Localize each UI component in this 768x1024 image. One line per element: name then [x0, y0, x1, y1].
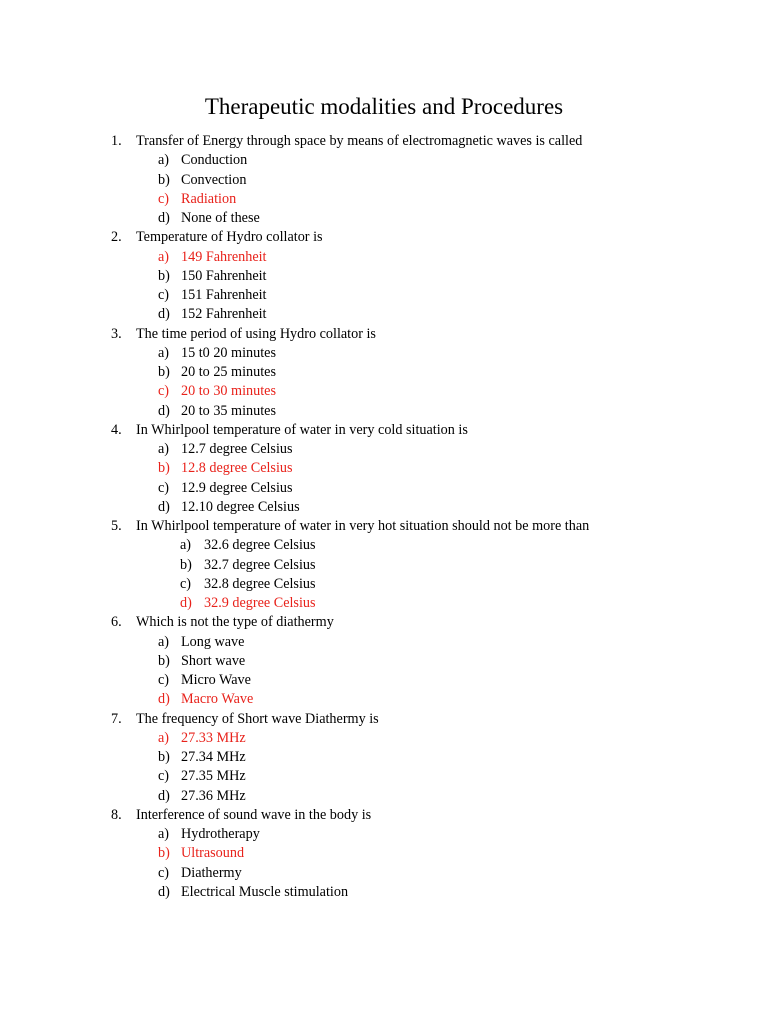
option-text: 149 Fahrenheit	[181, 248, 267, 265]
option-text: Ultrasound	[181, 845, 245, 862]
option-item	[0, 652, 768, 671]
option-text: Short wave	[181, 652, 246, 669]
option-text: 27.33 MHz	[181, 729, 246, 746]
option-text: 20 to 35 minutes	[181, 402, 276, 419]
option-marker: a)	[158, 248, 170, 265]
option-item	[0, 883, 768, 902]
option-item	[0, 363, 768, 382]
option-text: 151 Fahrenheit	[181, 287, 267, 303]
option-marker: d)	[158, 498, 170, 515]
option-text: 27.34 MHz	[181, 749, 246, 765]
option-marker: b)	[158, 652, 170, 669]
option-marker: a)	[158, 729, 170, 746]
option-marker: d)	[158, 306, 170, 323]
option-text: 32.9 degree Celsius	[204, 595, 316, 611]
question-number: 2.	[111, 229, 122, 246]
question-7	[0, 710, 768, 729]
option-marker: c)	[158, 672, 170, 688]
question-6	[0, 613, 768, 632]
question-number: 5.	[111, 518, 122, 534]
correct-option-item	[0, 459, 768, 478]
question-text: Interference of sound wave in the body is	[136, 806, 372, 823]
question-text: Temperature of Hydro collator is	[136, 229, 323, 246]
question-number: 7.	[111, 710, 122, 727]
page-title: Therapeutic modalities and Procedures	[204, 94, 564, 119]
option-marker: b)	[158, 460, 170, 477]
correct-option-item	[0, 690, 768, 709]
option-item	[0, 267, 768, 286]
option-text: Electrical Muscle stimulation	[181, 883, 349, 900]
option-text: Hydrotherapy	[181, 826, 260, 842]
question-text: The time period of using Hydro collator is	[136, 325, 376, 342]
option-item	[0, 748, 768, 767]
option-text: None of these	[181, 210, 260, 226]
option-item	[0, 633, 768, 652]
option-marker: c)	[158, 864, 170, 881]
option-item	[0, 344, 768, 363]
option-text: Conduction	[181, 152, 248, 169]
option-text: Radiation	[181, 190, 237, 207]
question-8	[0, 806, 768, 825]
option-marker: a)	[158, 152, 170, 169]
option-text: 32.6 degree Celsius	[204, 537, 316, 554]
option-item	[0, 575, 768, 594]
option-marker: a)	[158, 826, 170, 842]
option-item	[0, 402, 768, 421]
question-5	[0, 517, 768, 536]
question-text: Transfer of Energy through space by means of electromagnetic waves is called	[136, 133, 583, 149]
correct-option-item	[0, 594, 768, 613]
correct-option-item	[0, 844, 768, 863]
option-marker: b)	[158, 171, 170, 188]
option-marker: b)	[158, 845, 170, 862]
option-text: Macro Wave	[181, 691, 254, 708]
option-text: 32.8 degree Celsius	[204, 575, 316, 592]
option-marker: c)	[158, 287, 170, 303]
option-marker: b)	[180, 556, 192, 573]
option-item	[0, 479, 768, 498]
option-item	[0, 171, 768, 190]
option-marker: c)	[158, 479, 170, 496]
correct-option-item	[0, 248, 768, 267]
option-text: 150 Fahrenheit	[181, 267, 267, 284]
option-text: Micro Wave	[181, 672, 251, 688]
option-text: 32.7 degree Celsius	[204, 556, 316, 573]
correct-option-item	[0, 729, 768, 748]
question-text: The frequency of Short wave Diathermy is	[136, 710, 379, 727]
question-2	[0, 228, 768, 247]
option-item	[0, 671, 768, 690]
question-4	[0, 421, 768, 440]
option-text: 152 Fahrenheit	[181, 306, 267, 323]
option-marker: c)	[158, 768, 170, 785]
question-number: 4.	[111, 421, 122, 438]
option-text: Diathermy	[181, 864, 242, 881]
question-list	[0, 132, 768, 902]
option-marker: c)	[180, 575, 192, 592]
option-item	[0, 498, 768, 517]
option-text: 12.9 degree Celsius	[181, 479, 293, 496]
option-text: Convection	[181, 171, 247, 188]
option-text: 12.10 degree Celsius	[181, 498, 300, 515]
option-item	[0, 440, 768, 459]
option-item	[0, 536, 768, 555]
option-text: 27.36 MHz	[181, 787, 246, 804]
option-marker: d)	[158, 691, 170, 708]
question-text: In Whirlpool temperature of water in very cold situation is	[136, 421, 468, 438]
question-number: 6.	[111, 614, 122, 631]
option-text: Long wave	[181, 633, 245, 650]
option-marker: c)	[158, 190, 170, 207]
option-marker: b)	[158, 364, 170, 380]
option-text: 20 to 25 minutes	[181, 364, 276, 380]
option-marker: a)	[158, 344, 170, 361]
option-marker: b)	[158, 267, 170, 284]
option-item	[0, 151, 768, 170]
question-3	[0, 325, 768, 344]
option-marker: a)	[158, 633, 170, 650]
option-marker: c)	[158, 383, 170, 400]
option-text: 20 to 30 minutes	[181, 383, 276, 400]
option-marker: d)	[158, 402, 170, 419]
option-item	[0, 209, 768, 228]
correct-option-item	[0, 190, 768, 209]
option-text: 15 t0 20 minutes	[181, 344, 276, 361]
question-number: 3.	[111, 325, 122, 342]
option-marker: d)	[158, 210, 170, 226]
option-text: 27.35 MHz	[181, 768, 246, 785]
option-item	[0, 305, 768, 324]
question-1	[0, 132, 768, 151]
option-text: 12.7 degree Celsius	[181, 441, 293, 457]
option-marker: d)	[158, 883, 170, 900]
option-item	[0, 825, 768, 844]
question-text: In Whirlpool temperature of water in very hot situation should not be more than	[136, 518, 590, 534]
option-item	[0, 787, 768, 806]
correct-option-item	[0, 382, 768, 401]
question-number: 8.	[111, 806, 122, 823]
option-text: 12.8 degree Celsius	[181, 460, 293, 477]
option-marker: b)	[158, 749, 170, 765]
option-marker: a)	[158, 441, 170, 457]
option-item	[0, 864, 768, 883]
option-item	[0, 556, 768, 575]
option-marker: a)	[180, 537, 192, 554]
option-item	[0, 767, 768, 786]
question-text: Which is not the type of diathermy	[136, 614, 334, 631]
option-item	[0, 286, 768, 305]
option-marker: d)	[158, 787, 170, 804]
question-number: 1.	[111, 133, 122, 149]
option-marker: d)	[180, 595, 192, 611]
